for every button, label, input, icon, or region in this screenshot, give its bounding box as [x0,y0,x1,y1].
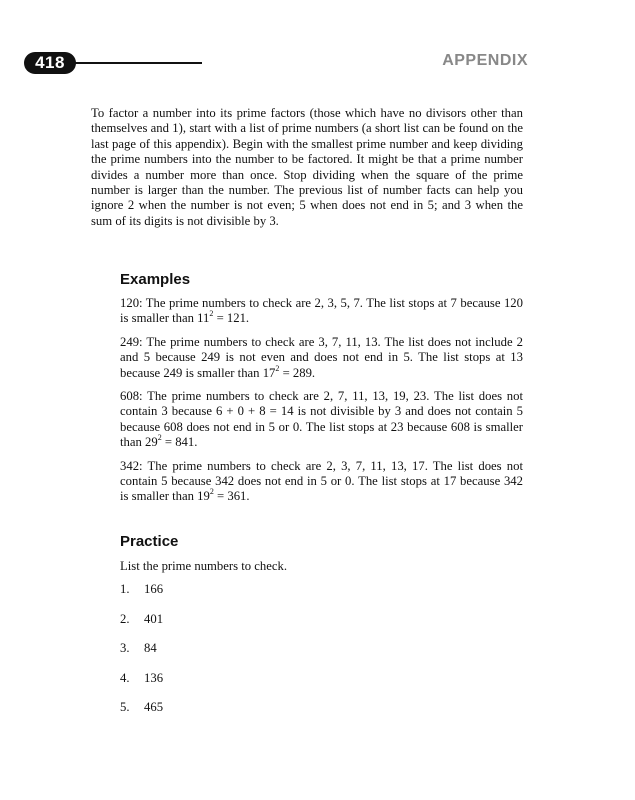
practice-item: 5. 465 [120,700,164,715]
practice-item: 4. 136 [120,670,164,685]
practice-list [120,582,163,730]
example-item: 608: The prime numbers to check are 2, 7, 11, 13, 19, 23. The list does not contain 3 because 6 + 0 + 8 = 14 is not divisible by 3 and does not contain 5 because 608 does not end in 5 or 0. The list stops at 23 because 608 is smaller than $29^2 = 841$. [120,389,523,450]
intro-paragraph: To factor a number into its prime factors (those which have no divisors other than themselves and 1), start with a list of prime numbers (a short list can be found on the last page of this appendix). Begin with the smallest prime number and keep dividing the prime numbers into the number to be factored. It might be that a prime number divides a number more than once. Stop dividing when the square of the prime number is larger than the number. The previous list of number facts can help you ignore 2 when the number is not even; 5 when does not end in 5; and 3 when the sum of its digits is not divisible by 3. [91,106,523,228]
practice-item: 1. 166 [120,582,164,596]
practice-item: 2. 401 [120,611,164,626]
example-item: 342: The prime numbers to check are 2, 3, 7, 11, 13, 17. The list does not contain 5 because 342 does not end in 5 or 0. The list stops at 17 because 342 is smaller than $19^2 = 361$. [120,458,523,504]
examples-heading: Examples [120,271,191,288]
practice-item: 3. 84 [120,641,157,656]
practice-instruction: List the prime numbers to check. [120,559,288,573]
practice-heading: Practice [120,533,179,550]
page-number-badge: 418 [24,52,76,74]
examples-list [120,296,523,513]
page-header [24,52,528,76]
example-item: 120: The prime numbers to check are 2, 3, 5, 7. The list stops at 7 because 120 is smaller than $11^2 = 121$. [120,296,523,326]
example-item: 249: The prime numbers to check are 3, 7, 11, 13. The list does not include 2 and 5 because 249 is not even and does not end in 5. The list stops at 13 because 249 is smaller than $17^2 = 289$. [120,334,523,380]
section-title: APPENDIX [442,52,528,69]
header-rule [70,62,202,64]
